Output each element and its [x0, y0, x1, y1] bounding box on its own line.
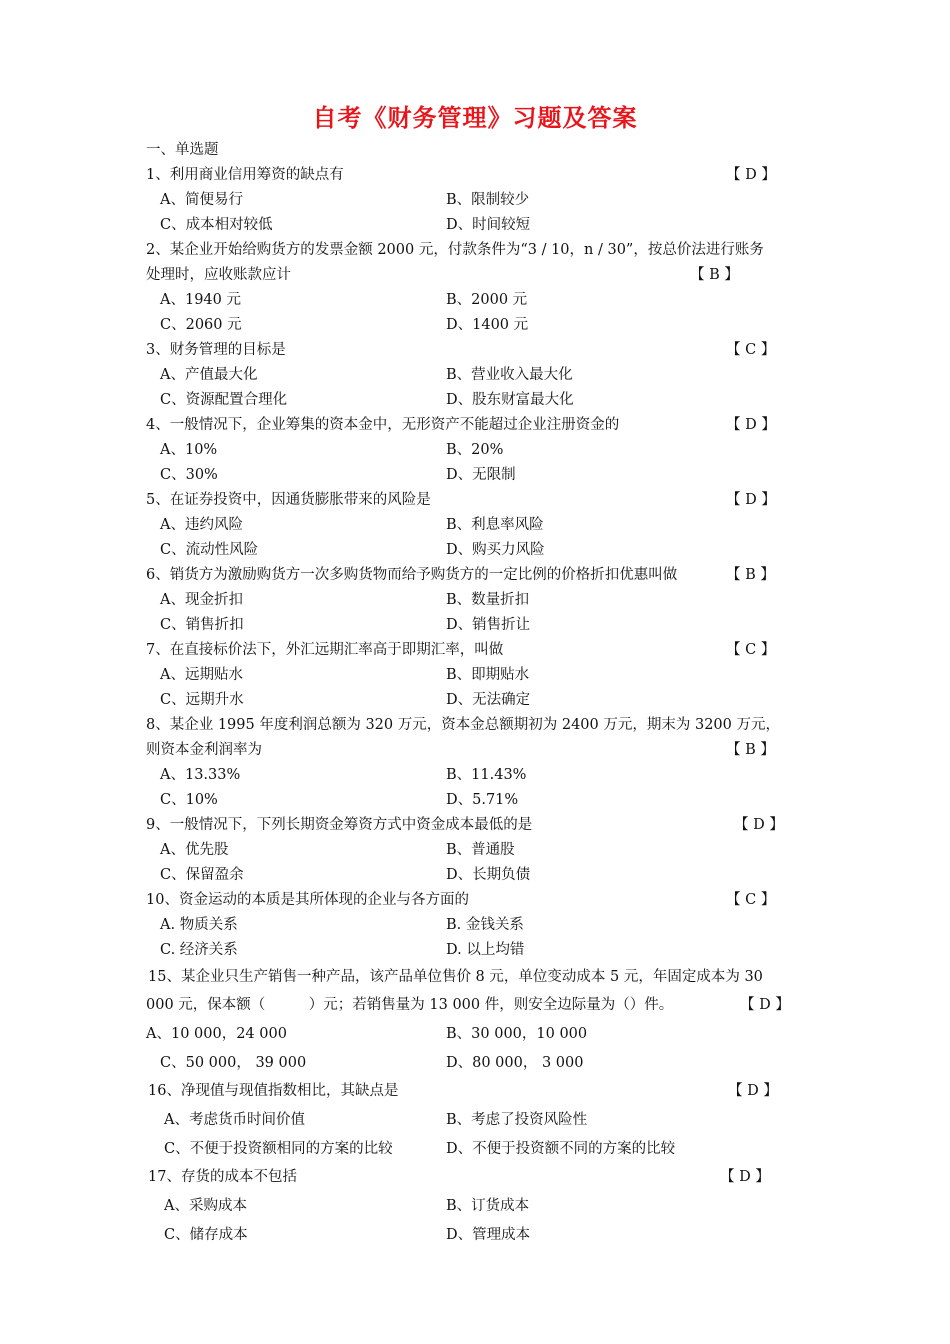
question-4-stem: 4、一般情况下，企业筹集的资本金中，无形资产不能超过企业注册资金的: [146, 417, 620, 433]
question-8-stem-line2: 则资本金利润率为: [146, 742, 262, 758]
question-9-option-c: C、保留盈余: [160, 867, 244, 883]
question-7-answer: 【 C 】: [726, 642, 776, 658]
question-8-stem-line1: 8、某企业 1995 年度利润总额为 320 万元，资本金总额期初为 2400 万元，期末为 3200 万元，: [146, 717, 780, 733]
question-8-option-b: B、11.43%: [446, 767, 527, 783]
question-6-option-d: D、销售折让: [446, 617, 531, 633]
question-5-option-d: D、购买力风险: [446, 542, 545, 558]
question-3-option-d: D、股东财富最大化: [446, 392, 574, 408]
page-title: 自考《财务管理》习题及答案: [312, 104, 638, 132]
question-3-stem: 3、财务管理的目标是: [146, 342, 286, 358]
question-2-option-b: B、2000 元: [446, 292, 528, 308]
question-9-option-b: B、普通股: [446, 842, 515, 858]
question-3-option-b: B、营业收入最大化: [446, 367, 573, 383]
question-6-stem: 6、销货方为激励购货方一次多购货物而给予购货方的一定比例的价格折扣优惠叫做: [146, 567, 678, 583]
question-2-option-d: D、1400 元: [446, 317, 529, 333]
question-9-answer: 【 D 】: [734, 817, 784, 833]
question-2-option-a: A、1940 元: [160, 292, 241, 308]
question-1-option-c: C、成本相对较低: [160, 217, 273, 233]
question-1-stem: 1、利用商业信用筹资的缺点有: [146, 167, 344, 183]
question-8-option-a: A、13.33%: [160, 767, 241, 783]
question-8-option-c: C、10%: [160, 792, 218, 808]
question-16-option-c: C、不便于投资额相同的方案的比较: [164, 1141, 393, 1157]
question-5-option-c: C、流动性风险: [160, 542, 259, 558]
question-9-stem: 9、一般情况下，下列长期资金筹资方式中资金成本最低的是: [146, 817, 533, 833]
question-16-option-a: A、考虑货币时间价值: [164, 1112, 305, 1128]
question-2-stem-line2: 处理时，应收账款应计: [146, 267, 291, 283]
question-5-option-b: B、利息率风险: [446, 517, 544, 533]
question-16-option-b: B、考虑了投资风险性: [446, 1112, 588, 1128]
question-3-answer: 【 C 】: [726, 342, 776, 358]
question-2-answer: 【 B 】: [690, 267, 739, 283]
question-9-option-d: D、长期负债: [446, 867, 531, 883]
question-1-option-d: D、时间较短: [446, 217, 531, 233]
question-7-option-a: A、远期贴水: [160, 667, 243, 683]
question-8-answer: 【 B 】: [726, 742, 775, 758]
question-10-option-b: B. 金钱关系: [446, 917, 524, 933]
question-17-option-b: B、订货成本: [446, 1198, 530, 1214]
question-16-stem: 16、净现值与现值指数相比，其缺点是: [148, 1083, 399, 1099]
question-15-option-a: A、10 000，24 000: [146, 1026, 287, 1042]
question-6-option-b: B、数量折扣: [446, 592, 530, 608]
question-7-stem: 7、在直接标价法下，外汇远期汇率高于即期汇率，叫做: [146, 642, 504, 658]
question-6-option-a: A、现金折扣: [160, 592, 243, 608]
question-17-stem: 17、存货的成本不包括: [148, 1169, 297, 1185]
question-15-answer: 【 D 】: [740, 997, 790, 1013]
question-8-option-d: D、5.71%: [446, 792, 519, 808]
question-16-answer: 【 D 】: [728, 1083, 778, 1099]
question-10-stem: 10、资金运动的本质是其所体现的企业与各方面的: [146, 892, 469, 908]
question-15-option-b: B、30 000，10 000: [446, 1026, 588, 1042]
question-7-option-b: B、即期贴水: [446, 667, 530, 683]
question-2-option-c: C、2060 元: [160, 317, 242, 333]
question-15-stem-line2: 000 元，保本额（ ）元；若销售量为 13 000 件，则安全边际量为（）件。: [146, 997, 674, 1013]
question-3-option-c: C、资源配置合理化: [160, 392, 288, 408]
question-3-option-a: A、产值最大化: [160, 367, 258, 383]
question-5-answer: 【 D 】: [726, 492, 776, 508]
question-17-option-d: D、管理成本: [446, 1227, 531, 1243]
question-17-option-c: C、储存成本: [164, 1227, 248, 1243]
question-15-option-c: C、50 000， 39 000: [160, 1055, 307, 1071]
question-6-option-c: C、销售折扣: [160, 617, 244, 633]
question-4-option-c: C、30%: [160, 467, 218, 483]
question-10-option-c: C. 经济关系: [160, 942, 238, 958]
question-1-option-a: A、简便易行: [160, 192, 243, 208]
question-5-stem: 5、在证券投资中，因通货膨胀带来的风险是: [146, 492, 431, 508]
question-10-option-d: D. 以上均错: [446, 942, 525, 958]
question-9-option-a: A、优先股: [160, 842, 229, 858]
question-4-answer: 【 D 】: [726, 417, 776, 433]
question-4-option-b: B、20%: [446, 442, 504, 458]
question-10-answer: 【 C 】: [726, 892, 776, 908]
question-2-stem-line1: 2、某企业开始给购货方的发票金额 2000 元，付款条件为“3 / 10，n / 30”，按总价法进行账务: [146, 242, 764, 258]
question-4-option-d: D、无限制: [446, 467, 516, 483]
question-15-stem-line1: 15、某企业只生产销售一种产品，该产品单位售价 8 元，单位变动成本 5 元，年固定成本为 30: [148, 969, 763, 985]
question-4-option-a: A、10%: [160, 442, 218, 458]
question-16-option-d: D、不便于投资额不同的方案的比较: [446, 1141, 676, 1157]
question-7-option-d: D、无法确定: [446, 692, 531, 708]
question-6-answer: 【 B 】: [726, 567, 775, 583]
question-17-answer: 【 D 】: [720, 1169, 770, 1185]
question-5-option-a: A、违约风险: [160, 517, 243, 533]
question-1-option-b: B、限制较少: [446, 192, 530, 208]
section-heading: 一、单选题: [146, 142, 219, 158]
question-17-option-a: A、采购成本: [164, 1198, 247, 1214]
question-1-answer: 【 D 】: [726, 167, 776, 183]
question-10-option-a: A. 物质关系: [160, 917, 238, 933]
question-7-option-c: C、远期升水: [160, 692, 244, 708]
question-15-option-d: D、80 000， 3 000: [446, 1055, 584, 1071]
